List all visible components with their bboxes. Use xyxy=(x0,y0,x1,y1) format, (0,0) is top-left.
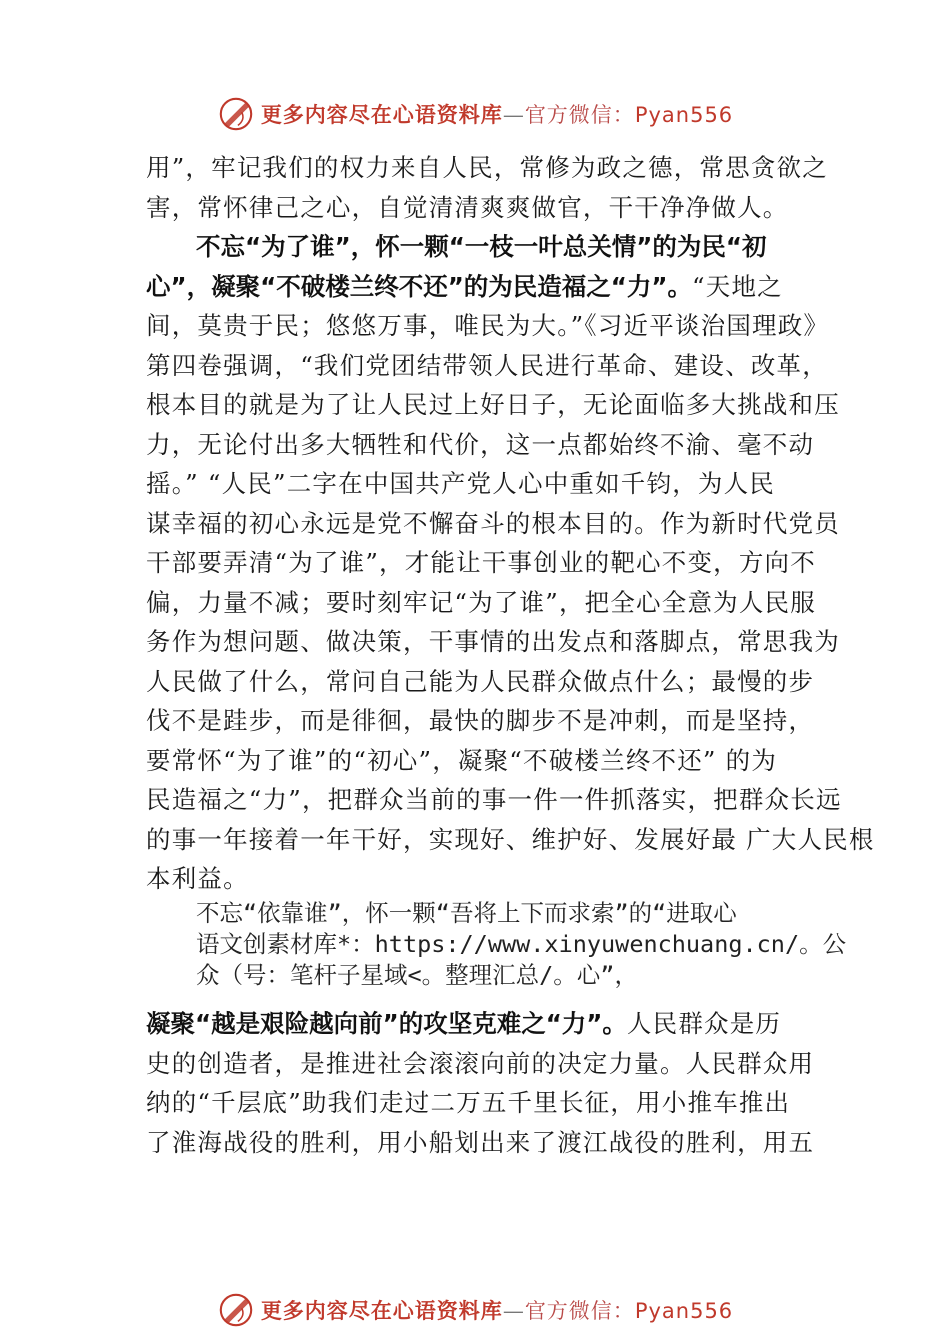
paragraph-line: 偏，力量不减；要时刻牢记“为了谁”，把全心全意为人民服 xyxy=(146,587,816,617)
footer-banner-text: 更多内容尽在心语资料库—官方微信：Pyan556 xyxy=(260,1298,734,1323)
watermark-line: 众（号：笔杆子星域<。整理汇总/。心”， xyxy=(196,961,638,989)
body-text xyxy=(146,148,875,899)
paragraph-line: 谋幸福的初心永远是党不懈奋斗的根本目的。作为新时代党员 xyxy=(146,508,840,538)
paragraph-line: 的事一年接着一年干好，实现好、维护好、发展好最 广大人民根 xyxy=(146,824,875,854)
inserted-watermark-text xyxy=(196,898,846,991)
footer-banner xyxy=(0,1288,950,1332)
header-banner xyxy=(0,92,950,136)
paragraph-line: 心”，凝聚“不破楼兰终不还”的为民造福之“力”。“天地之 xyxy=(146,271,783,301)
paragraph-line: 人民做了什么，常问自己能为人民群众做点什么；最慢的步 xyxy=(146,666,815,696)
paragraph-line: 史的创造者，是推进社会滚滚向前的决定力量。人民群众用 xyxy=(146,1048,815,1078)
bold-heading-text: 不忘“为了谁”，怀一颗“一枝一叶总关情”的为民“初 xyxy=(196,232,767,261)
paragraph-line: 第四卷强调，“我们党团结带领人民进行革命、建设、改革， xyxy=(146,350,828,380)
watermark-line: 不忘“依靠谁”，怀一颗“吾将上下而求索”的“进取心 xyxy=(196,899,737,927)
body-text-continued xyxy=(146,1004,826,1162)
watermark-line: 语文创素材库*：https://www.xinyuwenchuang.cn/。公 xyxy=(196,930,847,958)
paragraph-line: 本利益。 xyxy=(146,864,249,893)
bold-heading-text: 心”，凝聚“不破楼兰终不还”的为民造福之“力”。 xyxy=(146,271,693,301)
paragraph-line: 用”，牢记我们的权力来自人民，常修为政之德，常思贪欲之 xyxy=(146,153,828,182)
header-banner-text: 更多内容尽在心语资料库—官方微信：Pyan556 xyxy=(260,102,734,127)
paragraph-line: 伐不是跬步，而是徘徊，最快的脚步不是冲刺，而是坚持， xyxy=(146,706,815,735)
pen-seal-logo-icon xyxy=(217,1291,255,1329)
paragraph-line: 干部要弄清“为了谁”，才能让干事创业的靶心不变，方向不 xyxy=(146,548,816,577)
paragraph-line: 了淮海战役的胜利，用小船划出来了渡江战役的胜利，用五 xyxy=(146,1127,815,1157)
paragraph-line: 民造福之“力”，把群众当前的事一件一件抓落实，把群众长远 xyxy=(146,785,842,814)
paragraph-line: 摇。” “人民”二字在中国共产党人心中重如千钧，为人民 xyxy=(146,469,776,498)
paragraph-line: 根本目的就是为了让人民过上好日子，无论面临多大挑战和压 xyxy=(146,390,840,419)
paragraph-line: 凝聚“越是艰险越向前”的攻坚克难之“力”。人民群众是历 xyxy=(146,1009,782,1038)
paragraph-line: 间，莫贵于民；悠悠万事，唯民为大。”《习近平谈治国理政》 xyxy=(146,311,830,340)
paragraph-line: 力，无论付出多大牺牲和代价，这一点都始终不渝、毫不动 xyxy=(146,429,815,459)
paragraph-line: 务作为想问题、做决策，干事情的出发点和落脚点，常思我为 xyxy=(146,627,840,656)
paragraph-line: 纳的“千层底”助我们走过二万五千里长征，用小推车推出 xyxy=(146,1088,791,1117)
paragraph-line xyxy=(146,227,826,267)
bold-heading-text: 凝聚“越是艰险越向前”的攻坚克难之“力”。 xyxy=(146,1009,627,1038)
paragraph-line: 要常怀“为了谁”的“初心”，凝聚“不破楼兰终不还” 的为 xyxy=(146,745,778,775)
pen-seal-logo-icon xyxy=(217,95,255,133)
paragraph-line: 害，常怀律己之心，自觉清清爽爽做官，干干净净做人。 xyxy=(146,192,789,222)
